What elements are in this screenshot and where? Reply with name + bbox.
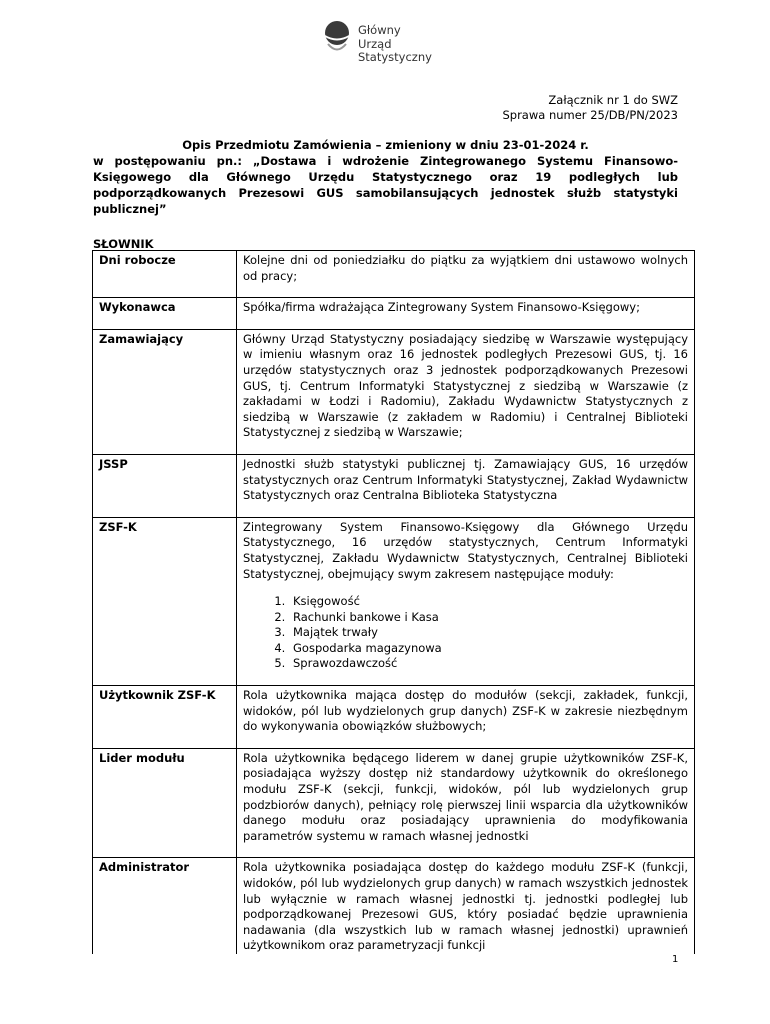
module-list [243,594,688,672]
glossary-heading: SŁOWNIK [93,237,154,251]
glossary-term: Administrator [93,858,237,954]
table-row [93,251,695,298]
glossary-definition-cell [237,517,695,685]
glossary-term: ZSF-K [93,517,237,685]
glossary-term: Lider modułu [93,748,237,858]
list-item: 1. Księgowość [289,594,688,610]
glossary-definition: Rola użytkownika posiadająca dostęp do każdego modułu ZSF-K (funkcji, widoków, pól lub wydzielonych grup danych) w ramach wszystkich jednostek lub wyłącznie w ramach własnej jednostki tj. jednostki podległej lub podporządkowanej Prezesowi GUS, który posiadać będzie uprawnienia nadawania (dla wszystkich lub w ramach własnej jednostki) uprawnień użytkownikom oraz parametryzacji funkcji [237,858,695,954]
logo-text-line1: Główny [358,23,401,37]
gus-logo [322,20,452,64]
page-number: 1 [672,954,679,965]
glossary-term: Użytkownik ZSF-K [93,686,237,749]
logo-text-line2: Urząd Statystyczny [358,37,432,64]
gus-emblem-icon [322,20,352,56]
glossary-table [92,250,695,954]
glossary-definition: Główny Urząd Statystyczny posiadający siedzibę w Warszawie występujący w imieniu własnym oraz 16 jednostek podległych Prezesowi GUS, tj. 16 urzędów statystycznych oraz 3 jednostek podporządkowanych Prezesowi GUS, tj. Centrum Informatyki Statystycznej z siedzibą w Warszawie (z zakładami w Łodzi i Radomiu), Zakładu Wydawnictw Statystycznych z siedzibą w Warszawie (z zakładem w Radomiu) i Centralnej Biblioteki Statystycznej z siedzibą w Warszawie; [237,329,695,454]
table-row [93,329,695,454]
title-line: Opis Przedmiotu Zamówienia – zmieniony w dniu 23-01-2024 r. [182,138,589,152]
table-row [93,858,695,954]
table-row [93,748,695,858]
glossary-definition: Spółka/firma wdrażająca Zintegrowany System Finansowo-Księgowy; [237,298,695,330]
glossary-term: Zamawiający [93,329,237,454]
glossary-definition: Kolejne dni od poniedziałku do piątku za wyjątkiem dni ustawowo wolnych od pracy; [237,251,695,298]
table-row [93,686,695,749]
glossary-term: JSSP [93,454,237,517]
attachment-label: Załącznik nr 1 do SWZ [548,93,678,107]
glossary-definition: Jednostki służb statystyki publicznej tj. Zamawiający GUS, 16 urzędów statystycznych oraz Centrum Informatyki Statystycznej, Zakład Wydawnictw Statystycznych oraz Centralna Biblioteka Statystyczna [237,454,695,517]
table-row [93,454,695,517]
glossary-definition: Zintegrowany System Finansowo-Księgowy dla Głównego Urzędu Statystycznego, 16 urzędów statystycznych, Centrum Informatyki Statystycznej, Zakładu Wydawnictw Statystycznych, Centralnej Biblioteki Statystycznej, obejmujący swym zakresem następujące moduły: [243,519,688,581]
list-item: 4. Gospodarka magazynowa [289,641,688,657]
document-reference [502,93,678,123]
list-item: 3. Majątek trwały [289,625,688,641]
case-number: Sprawa numer 25/DB/PN/2023 [502,108,678,122]
glossary-definition: Rola użytkownika mająca dostęp do modułów (sekcji, zakładek, funkcji, widoków, pól lub wydzielonych grup danych) ZSF-K w zakresie niezbędnym do wykonywania obowiązków służbowych; [237,686,695,749]
glossary-term: Dni robocze [93,251,237,298]
document-title [93,137,678,217]
procedure-name: w postępowaniu pn.: „Dostawa i wdrożenie Zintegrowanego Systemu Finansowo-Księgowego dla Głównego Urzędu Statystycznego oraz 19 podległych lub podporządkowanych Prezesowi GUS samobilansujących jednostek służb statystyki publicznej” [93,154,678,216]
table-row [93,298,695,330]
list-item: 2. Rachunki bankowe i Kasa [289,610,688,626]
list-item: 5. Sprawozdawczość [289,656,688,672]
glossary-definition: Rola użytkownika będącego liderem w danej grupie użytkowników ZSF-K, posiadająca wyższy dostęp niż standardowy użytkownik do określonego modułu ZSF-K (sekcji, funkcji, widoków, pól lub wydzielonych grup podzbiorów danych), pełniący rolę pierwszej linii wsparcia dla użytkowników danego modułu oraz posiadający uprawnienia do modyfikowania parametrów systemu w ramach własnej jednostki [237,748,695,858]
glossary-term: Wykonawca [93,298,237,330]
table-row [93,517,695,685]
